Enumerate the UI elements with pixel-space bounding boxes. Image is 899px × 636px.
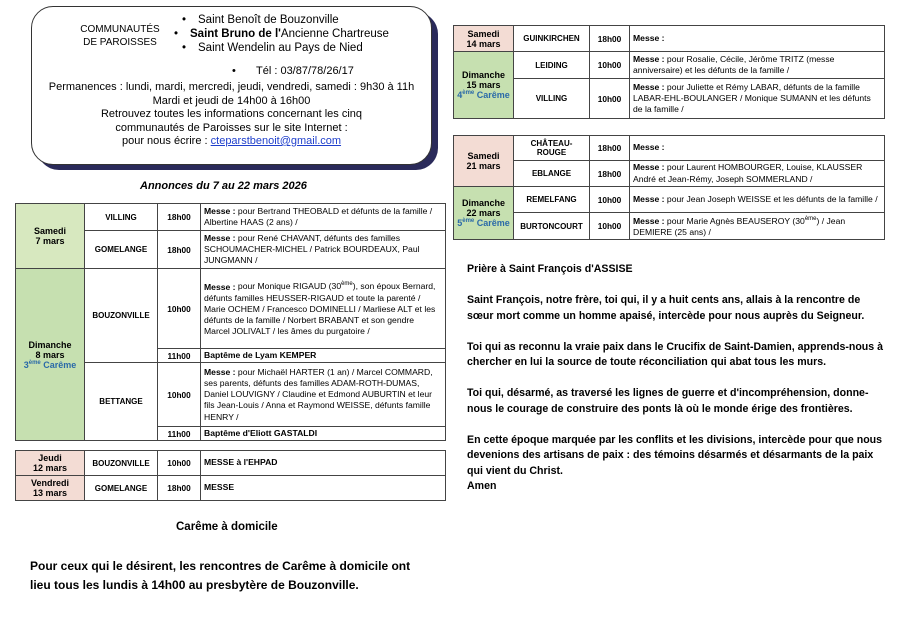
email-line: pour nous écrire : cteparstbenoit@gmail.com	[121, 135, 342, 147]
prayer-block	[467, 262, 887, 510]
table-row	[16, 269, 446, 349]
day-cell: Samedi 21 mars	[454, 136, 514, 187]
location-cell: GOMELANGE	[85, 231, 158, 269]
prayer-amen: Amen	[467, 480, 497, 492]
table-row	[454, 187, 885, 213]
description-cell: Baptême de Lyam KEMPER	[201, 349, 446, 363]
location-cell: VILLING	[514, 79, 590, 119]
header-box	[31, 6, 432, 165]
description-cell: MESSE à l'EHPAD	[201, 451, 446, 476]
day-cell: Samedi 14 mars	[454, 26, 514, 52]
table-row	[454, 52, 885, 79]
location-cell: LEIDING	[514, 52, 590, 79]
location-cell: GUINKIRCHEN	[514, 26, 590, 52]
prayer-paragraph: Toi qui as reconnu la vraie paix dans le Crucifix de Saint-Damien, apprends-nous à chercher en lui la source de toute réconciliation qui abat tous les murs.	[467, 340, 884, 368]
description-cell: Messe : pour Monique RIGAUD (30ème), son époux Bernard, défunts familles HEUSSER-RIGAUD et toute la parenté / Marie OCHEM / Francesco DOMINELLI / Marliese ALT et les défunts de la famille / Norbert BRABANT et son gendre Marcel JOLIVALT / les âmes du purgatoire /	[201, 269, 446, 349]
table-row	[454, 136, 885, 161]
time-cell: 18h00	[158, 231, 201, 269]
day-cell: Dimanche 22 mars 5ème Carême	[454, 187, 514, 240]
table-row	[454, 26, 885, 52]
prayer-title: Prière à Saint François d'ASSISE	[467, 263, 633, 275]
day-cell: Vendredi 13 mars	[16, 476, 85, 501]
description-cell: Messe : pour Michaël HARTER (1 an) / Marcel COMMARD, ses parents, défunts des familles ADAM-ROTH-DUMAS, Daniel LOUVIGNY / Claudine et Edmond AUBURTIN et leur fils Jean-Louis / Anna et Raymond WEISSE, défunts famille HENRY /	[201, 363, 446, 427]
description-cell: Messe : pour Laurent HOMBOURGER, Louise, KLAUSSER André et Jean-Rémy, Joseph SOMMERLAND /	[630, 161, 885, 187]
annonces-title: Annonces du 7 au 22 mars 2026	[140, 180, 307, 192]
table-row	[454, 213, 885, 240]
prayer-paragraph: Saint François, notre frère, toi qui, il y a huit cents ans, allais à la rencontre de sœur mort comme un homme apaisé, intercède pour nous auprès du Seigneur.	[467, 294, 865, 322]
time-cell: 10h00	[590, 213, 630, 240]
description-cell: Messe : pour Jean Joseph WEISSE et les défunts de la famille /	[630, 187, 885, 213]
location-cell: GOMELANGE	[85, 476, 158, 501]
time-cell: 10h00	[590, 79, 630, 119]
time-cell: 18h00	[158, 476, 201, 501]
parish-item: • Saint Wendelin au Pays de Nied	[182, 41, 389, 55]
schedule-table-left	[15, 203, 446, 441]
description-cell: Messe : pour Juliette et Rémy LABAR, défunts de la famille LABAR-EHL-BOULANGER / Monique SUMANN et les défunts de la famille /	[630, 79, 885, 119]
location-cell: REMELFANG	[514, 187, 590, 213]
location-cell: BOUZONVILLE	[85, 451, 158, 476]
location-cell: BETTANGE	[85, 363, 158, 441]
parish-item: • Saint Bruno de l'Ancienne Chartreuse	[174, 27, 389, 41]
description-cell: Messe : pour Bertrand THEOBALD et défunts de la famille / Albertine HAAS (2 ans) /	[201, 204, 446, 231]
day-cell: Dimanche 8 mars 3ème Carême	[16, 269, 85, 441]
location-cell: VILLING	[85, 204, 158, 231]
info-line-2: communautés de Paroisses sur le site Internet :	[115, 121, 348, 134]
email-link[interactable]: cteparstbenoit@gmail.com	[210, 135, 342, 147]
time-cell: 11h00	[158, 349, 201, 363]
time-cell: 18h00	[590, 161, 630, 187]
day-cell: Dimanche 15 mars 4ème Carême	[454, 52, 514, 119]
time-cell: 18h00	[590, 26, 630, 52]
permanences-line: Permanences : lundi, mardi, mercredi, jeudi, vendredi, samedi : 9h30 à 11h	[48, 81, 415, 93]
prayer-paragraph: Toi qui, désarmé, as traversé les lignes de guerre et d'incompréhension, donne-nous le courage de construire des ponts là où le monde érige des frontières.	[467, 387, 869, 415]
location-cell: BURTONCOURT	[514, 213, 590, 240]
careme-domicile-text: Pour ceux qui le désirent, les rencontres de Carême à domicile ont lieu tous les lundis à 14h00 au presbytère de Bouzonville.	[30, 559, 411, 592]
time-cell: 10h00	[590, 187, 630, 213]
description-cell: Messe :	[630, 136, 885, 161]
permanences-line-2: Mardi et jeudi de 14h00 à 16h00	[152, 94, 311, 107]
location-cell: EBLANGE	[514, 161, 590, 187]
phone-number: • Tél : 03/87/78/26/17	[232, 65, 354, 77]
schedule-table-right-1	[453, 25, 885, 119]
location-cell: BOUZONVILLE	[85, 269, 158, 363]
table-row	[16, 204, 446, 231]
permanences-block	[32, 81, 431, 149]
table-row	[454, 79, 885, 119]
time-cell: 18h00	[158, 204, 201, 231]
description-cell: MESSE	[201, 476, 446, 501]
time-cell: 10h00	[158, 269, 201, 349]
description-cell: Messe : pour René CHAVANT, défunts des familles SCHOUMACHER-MICHEL / Patrick BOURDEAUX, Paul JUNGMANN /	[201, 231, 446, 269]
table-row	[16, 451, 446, 476]
careme-domicile-title: Carême à domicile	[176, 521, 278, 533]
time-cell: 10h00	[158, 451, 201, 476]
description-cell: Messe :	[630, 26, 885, 52]
time-cell: 10h00	[158, 363, 201, 427]
day-cell: Jeudi 12 mars	[16, 451, 85, 476]
location-cell: CHÂTEAU-ROUGE	[514, 136, 590, 161]
description-cell: Messe : pour Marie Agnès BEAUSEROY (30ème) / Jean DEMIERE (25 ans) /	[630, 213, 885, 240]
schedule-table-weekday	[15, 450, 446, 501]
table-row	[454, 161, 885, 187]
description-cell: Baptême d'Eliott GASTALDI	[201, 427, 446, 441]
info-line: Retrouvez toutes les informations concernant les cinq	[100, 108, 363, 120]
time-cell: 10h00	[590, 52, 630, 79]
time-cell: 11h00	[158, 427, 201, 441]
parish-list	[182, 13, 389, 55]
schedule-table-right-2	[453, 135, 885, 240]
parish-item: • Saint Benoît de Bouzonville	[182, 13, 389, 27]
time-cell: 18h00	[590, 136, 630, 161]
community-label: COMMUNAUTÉS DE PAROISSES	[80, 24, 160, 48]
table-row	[16, 476, 446, 501]
day-cell: Samedi 7 mars	[16, 204, 85, 269]
description-cell: Messe : pour Rosalie, Cécile, Jérôme TRITZ (messe anniversaire) et les défunts de la famille /	[630, 52, 885, 79]
prayer-paragraph: En cette époque marquée par les conflits et les divisions, intercède pour que nous devenions des artisans de paix : des témoins désarmés et désarmants de la paix qui vient du Christ.	[467, 433, 883, 477]
